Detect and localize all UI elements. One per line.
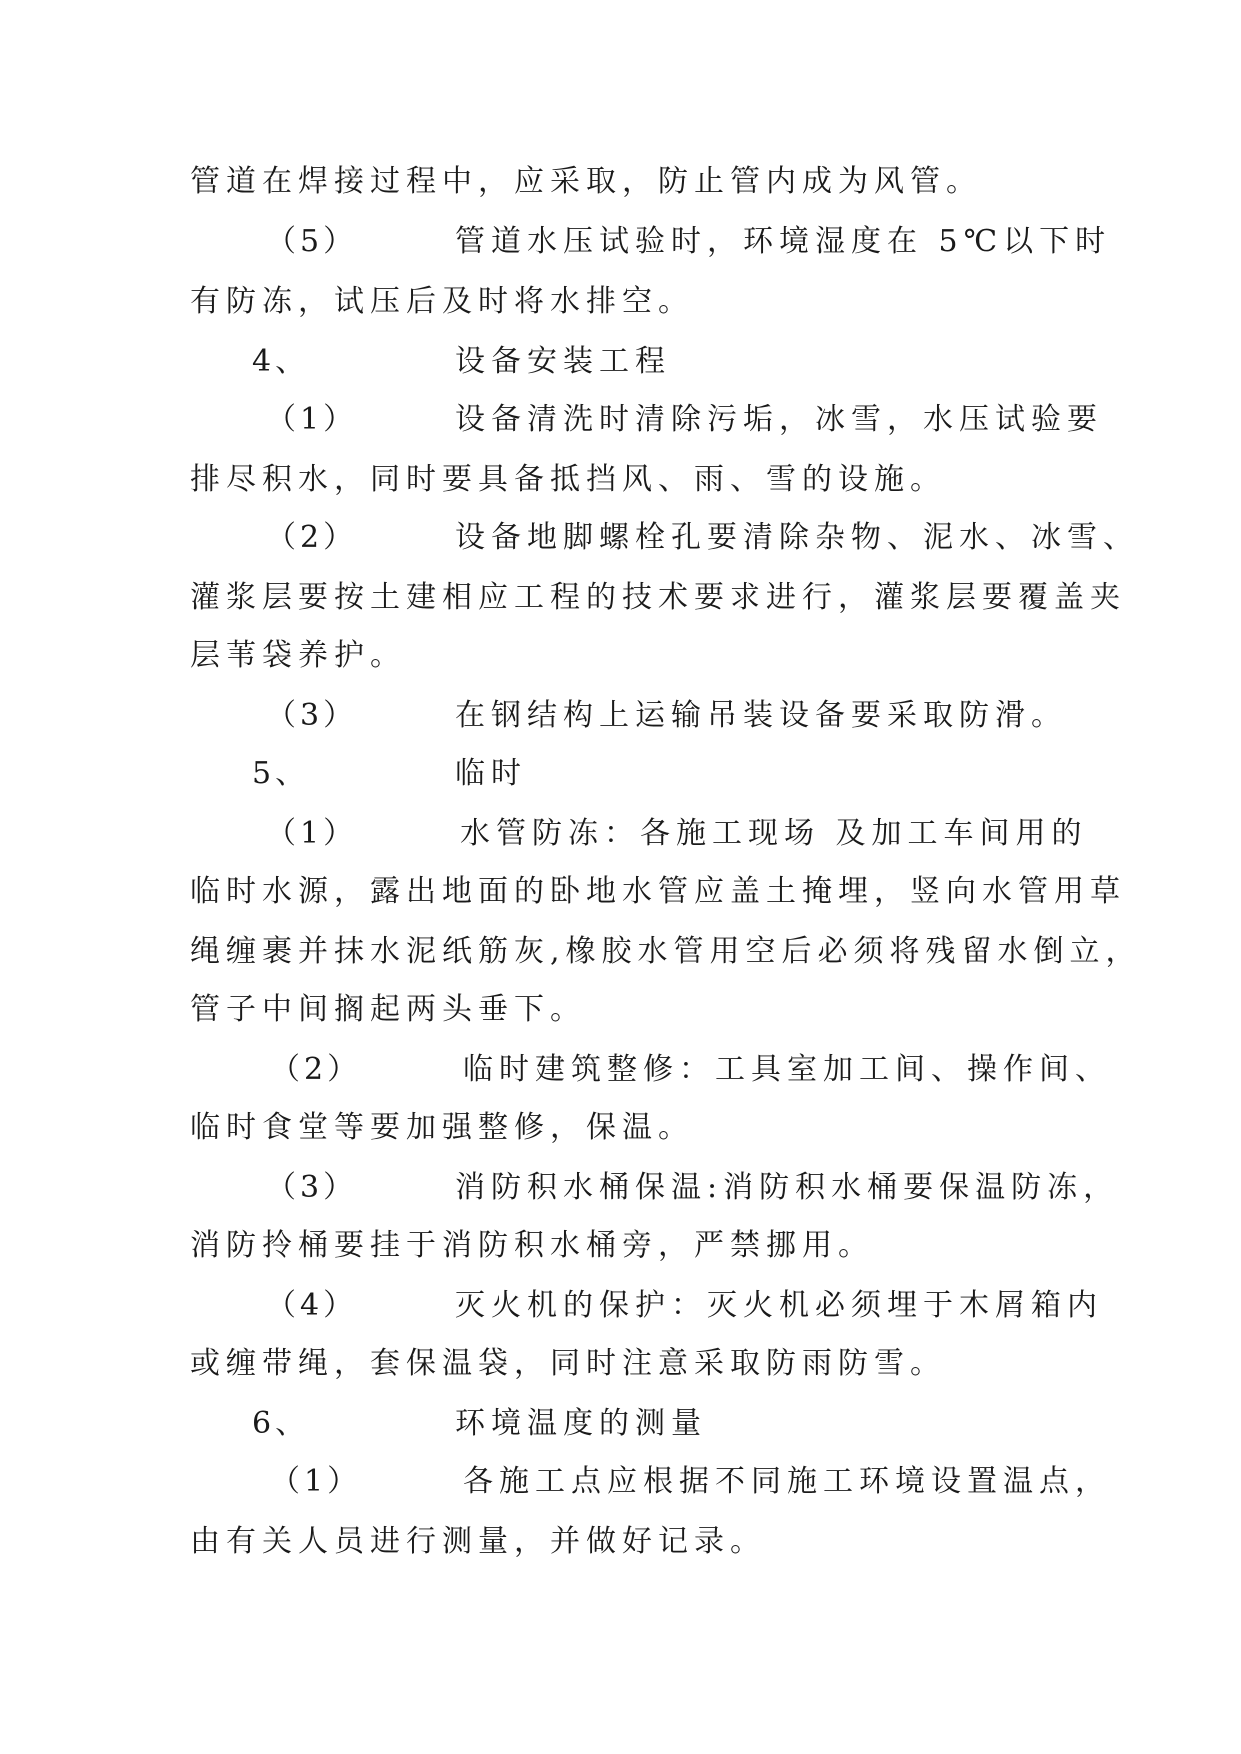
paragraph-line: 消防拎桶要挂于消防积水桶旁，严禁挪用。 xyxy=(190,1228,874,1263)
section-number: 5、 xyxy=(252,756,310,791)
item-text: 消防积水桶保温:消防积水桶要保温防冻， xyxy=(455,1170,1120,1205)
paragraph-line: 有防冻，试压后及时将水排空。 xyxy=(190,284,694,319)
item-number: （2） xyxy=(266,520,358,555)
paragraph-line: 管道在焊接过程中，应采取，防止管内成为风管。 xyxy=(190,164,982,199)
item-number: （5） xyxy=(266,224,358,259)
section-title: 设备安装工程 xyxy=(455,344,671,379)
section-title: 临时 xyxy=(455,756,527,791)
item-text: 灭火机的保护：灭火机必须埋于木屑箱内 xyxy=(455,1288,1103,1323)
section-title: 环境温度的测量 xyxy=(455,1406,707,1441)
item-number: （1） xyxy=(266,402,358,437)
paragraph-line: 排尽积水，同时要具备抵挡风、雨、雪的设施。 xyxy=(190,462,946,497)
item-number: （3） xyxy=(266,1170,358,1205)
item-number: （2） xyxy=(270,1052,362,1087)
item-text: 设备地脚螺栓孔要清除杂物、泥水、冰雪、 xyxy=(455,520,1139,555)
item-number: （3） xyxy=(266,698,358,733)
paragraph-line: 由有关人员进行测量，并做好记录。 xyxy=(190,1524,766,1559)
item-text: 设备清洗时清除污垢，冰雪，水压试验要 xyxy=(455,402,1103,437)
section-number: 4、 xyxy=(252,344,310,379)
item-number: （4） xyxy=(266,1288,358,1323)
section-number: 6、 xyxy=(252,1406,310,1441)
paragraph-line: 管子中间搁起两头垂下。 xyxy=(190,992,586,1027)
item-number: （1） xyxy=(270,1464,362,1499)
paragraph-line: 临时食堂等要加强整修，保温。 xyxy=(190,1110,694,1145)
paragraph-line: 临时水源，露出地面的卧地水管应盖土掩埋，竖向水管用草 xyxy=(190,874,1126,909)
paragraph-line: 绳缠裹并抹水泥纸筋灰,橡胶水管用空后必须将残留水倒立， xyxy=(190,934,1142,969)
paragraph-line: 或缠带绳，套保温袋，同时注意采取防雨防雪。 xyxy=(190,1346,946,1381)
paragraph-line: 灌浆层要按土建相应工程的技术要求进行，灌浆层要覆盖夹 xyxy=(190,580,1126,615)
item-text: 在钢结构上运输吊装设备要采取防滑。 xyxy=(455,698,1067,733)
item-text: 各施工点应根据不同施工环境设置温点， xyxy=(463,1464,1111,1499)
item-text: 水管防冻：各施工现场 及加工车间用的 xyxy=(460,816,1088,851)
item-text: 管道水压试验时，环境湿度在 5℃以下时 xyxy=(455,224,1112,259)
item-number: （1） xyxy=(266,816,358,851)
item-text: 临时建筑整修：工具室加工间、操作间、 xyxy=(463,1052,1111,1087)
paragraph-line: 层苇袋养护。 xyxy=(190,638,406,673)
